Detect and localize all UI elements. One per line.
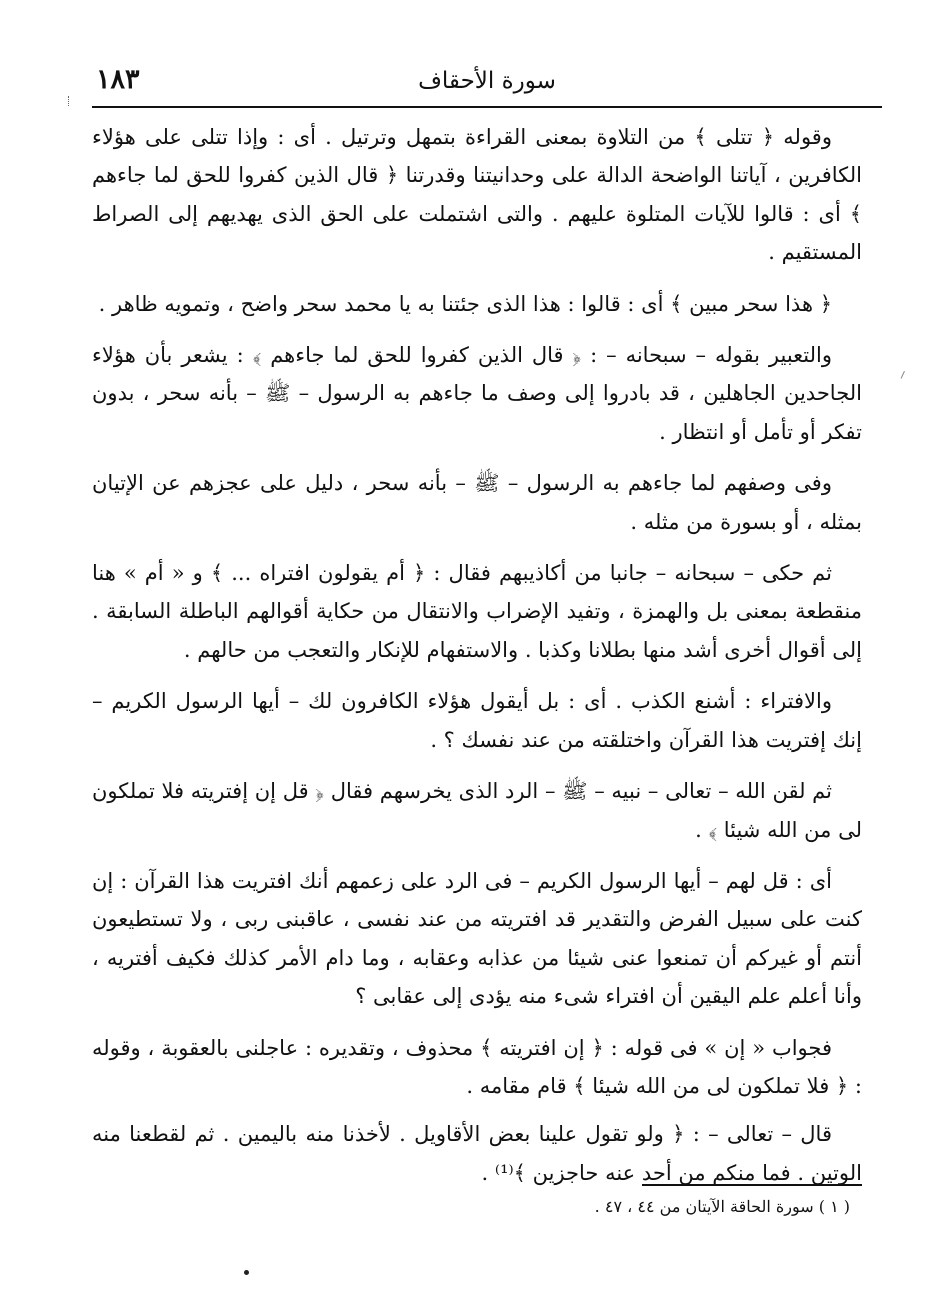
paragraph-8: أى : قل لهم – أيها الرسول الكريم – فى الرد على زعمهم أنك افتريت هذا القرآن : إن كنت على سبيل الفرض والتقدير قد افتريته من عند نفسى ، عاقبنى ربى ، ولا تستطيعون أنتم أو غيركم أن تمنعوا عنى شيئا من عذابه وعقابه ، وما دام الأمر كذلك فكيف أفتريه ، وأنا أعلم علم اليقين أن افتراء شىء منه يؤدى إلى عقابى ؟ xyxy=(92,868,862,1009)
margin-tick xyxy=(901,371,911,381)
paragraph-9: فجواب « إن » فى قوله : ﴿ إن افتريته ﴾ محذوف ، وتقديره : عاجلنى بالعقوبة ، وقوله : ﴿ فلا تملكون لى من الله شيئا ﴾ قام مقامه . xyxy=(92,1035,862,1098)
paragraph-7: ثم لقن الله – تعالى – نبيه – ﷺ – الرد الذى يخرسهم فقال ﴿ قل إن إفتريته فلا تملكون لى من الله شيئا ﴾ . xyxy=(92,779,862,842)
footnote: ( ١ ) سورة الحاقة الآيتان من ٤٤ ، ٤٧ . xyxy=(594,1197,850,1216)
page-header xyxy=(92,62,882,104)
running-title: سورة الأحقاف xyxy=(418,68,556,94)
paragraph-1: وقوله ﴿ تتلى ﴾ من التلاوة بمعنى القراءة بتمهل وترتيل . أى : وإذا تتلى على هؤلاء الكافرين ، آياتنا الواضحة الدالة على وحدانيتنا وقدرتنا ﴿ قال الذين كفروا للحق لما جاءهم ﴾ أى : قالوا للآيات المتلوة عليهم . والتى اشتملت على الحق الذى يهديهم إلى الصراط المستقيم . xyxy=(92,125,862,265)
header-divider xyxy=(92,106,882,108)
footnote-divider xyxy=(642,1184,862,1186)
ink-dot xyxy=(244,1270,249,1275)
paragraph-4: وفى وصفهم لما جاءهم به الرسول – ﷺ – بأنه سحر ، دليل على عجزهم عن الإتيان بمثله ، أو بسورة من مثله . xyxy=(92,471,862,534)
paragraph-10: قال – تعالى – : ﴿ ولو تقول علينا بعض الأقاويل . لأخذنا منه باليمين . ثم لقطعنا منه الوتين . فما منكم من أحد عنه حاجزين ﴾⁽¹⁾ . xyxy=(92,1122,862,1185)
main-text xyxy=(92,118,862,1205)
paragraph-6: والافتراء : أشنع الكذب . أى : بل أيقول هؤلاء الكافرون لك – أيها الرسول الكريم – إنك إفتريت هذا القرآن واختلقته من عند نفسك ؟ . xyxy=(92,689,862,752)
paragraph-3: والتعبير بقوله – سبحانه – : ﴿ قال الذين كفروا للحق لما جاءهم ﴾ : يشعر بأن هؤلاء الجاحدين الجاهلين ، قد بادروا إلى وصف ما جاءهم به الرسول – ﷺ – بأنه سحر ، بدون تفكر أو تأمل أو انتظار . xyxy=(92,343,862,444)
paragraph-5: ثم حكى – سبحانه – جانبا من أكاذيبهم فقال : ﴿ أم يقولون افتراه ... ﴾ و « أم » هنا منقطعة بمعنى بل والهمزة ، وتفيد الإضراب والانتقال من حكاية أقوالهم الباطلة السابقة . إلى أقوال أخرى أشد منها بطلانا وكذبا . والاستفهام للإنكار والتعجب من حالهم . xyxy=(92,561,862,662)
paragraph-2: ﴿ هذا سحر مبين ﴾ أى : قالوا : هذا الذى جئتنا به يا محمد سحر واضح ، وتمويه ظاهر . xyxy=(98,291,832,316)
margin-mark xyxy=(68,96,71,106)
page-number: ١٨٣ xyxy=(96,64,140,95)
